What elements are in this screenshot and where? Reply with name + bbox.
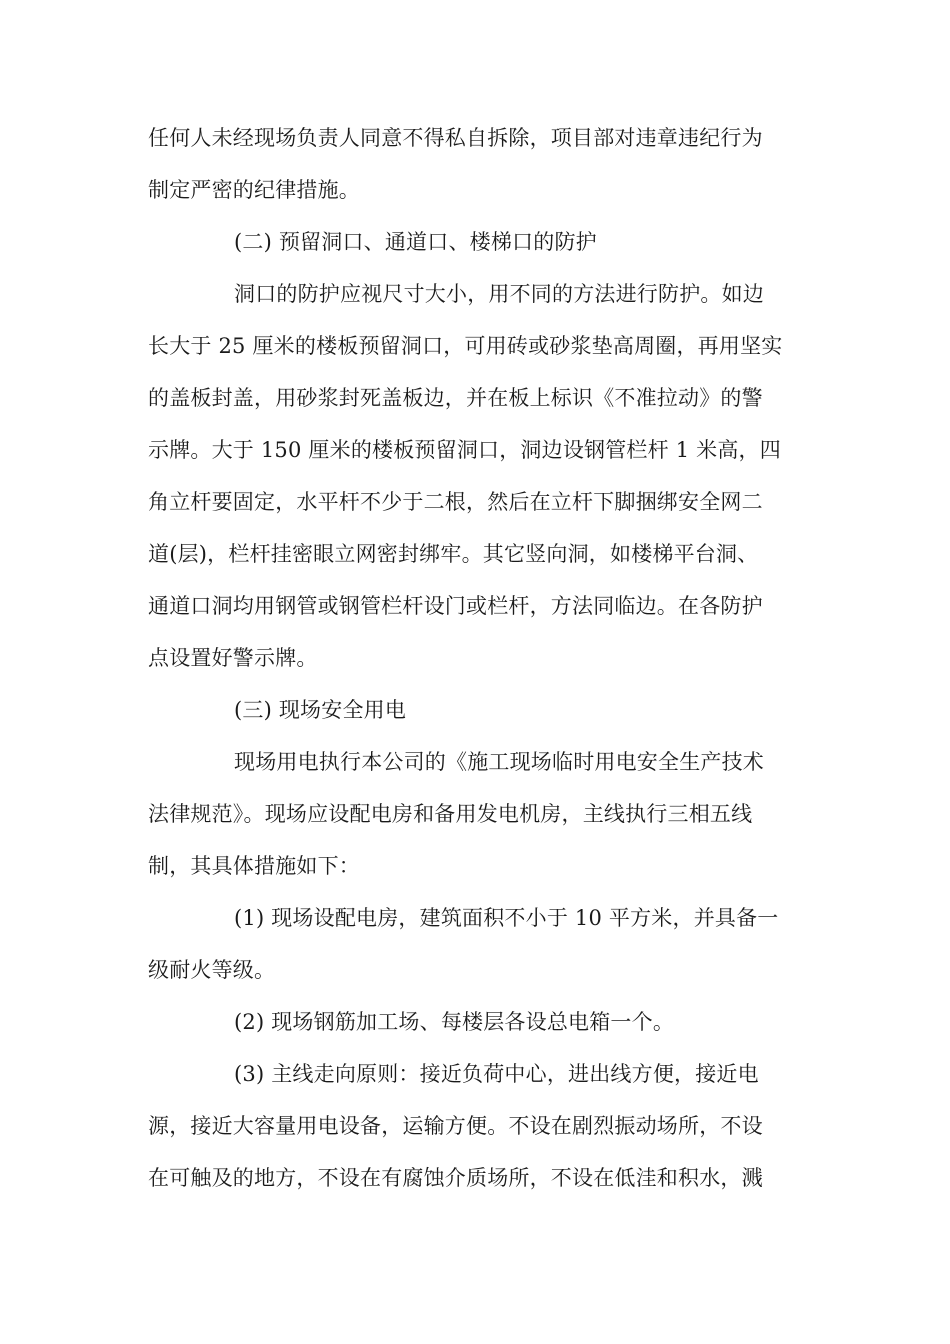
body-text-line: 长大于 25 厘米的楼板预留洞口，可用砖或砂浆垫高周圈，再用坚实 (148, 334, 783, 358)
section-heading: (二) 预留洞口、通道口、楼梯口的防护 (234, 230, 597, 254)
section-heading: (三) 现场安全用电 (234, 698, 407, 722)
list-item-first-line: (1) 现场设配电房，建筑面积不小于 10 平方米，并具备一 (234, 906, 779, 930)
body-text-line: 通道口洞均用钢管或钢管栏杆设门或栏杆，方法同临边。在各防护 (148, 594, 763, 618)
body-text-line: 道(层)，栏杆挂密眼立网密封绑牢。其它竖向洞，如楼梯平台洞、 (148, 542, 759, 566)
body-text-line: 级耐火等级。 (148, 958, 276, 982)
body-text-line: 的盖板封盖，用砂浆封死盖板边，并在板上标识《不准拉动》的警 (148, 386, 763, 410)
paragraph-first-line: 现场用电执行本公司的《施工现场临时用电安全生产技术 (234, 750, 764, 774)
body-text-line: 制定严密的纪律措施。 (148, 178, 360, 202)
body-text-line: 任何人未经现场负责人同意不得私自拆除，项目部对违章违纪行为 (148, 126, 763, 150)
body-text-line: 示牌。大于 150 厘米的楼板预留洞口，洞边设钢管栏杆 1 米高，四 (148, 438, 781, 462)
body-text-line: 制，其具体措施如下： (148, 854, 360, 878)
paragraph-first-line: 洞口的防护应视尺寸大小，用不同的方法进行防护。如边 (234, 282, 764, 306)
list-item-first-line: (2) 现场钢筋加工场、每楼层各设总电箱一个。 (234, 1010, 675, 1034)
body-text-line: 点设置好警示牌。 (148, 646, 318, 670)
body-text-line: 角立杆要固定，水平杆不少于二根，然后在立杆下脚捆绑安全网二 (148, 490, 763, 514)
body-text-line: 法律规范》。现场应设配电房和备用发电机房，主线执行三相五线 (148, 802, 753, 826)
body-text-line: 在可触及的地方，不设在有腐蚀介质场所，不设在低洼和积水，溅 (148, 1166, 763, 1190)
list-item-first-line: (3) 主线走向原则：接近负荷中心，进出线方便，接近电 (234, 1062, 759, 1086)
body-text-line: 源，接近大容量用电设备，运输方便。不设在剧烈振动场所，不设 (148, 1114, 763, 1138)
